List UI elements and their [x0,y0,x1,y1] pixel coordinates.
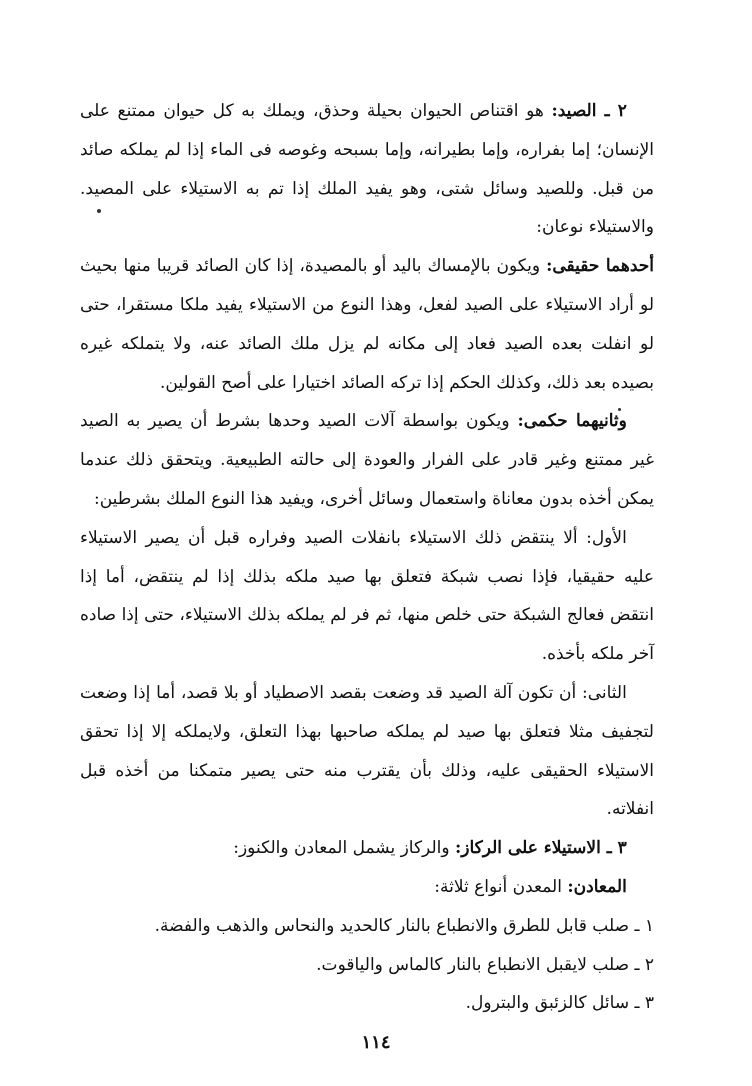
heading-minerals: المعادن: [567,876,627,897]
list-item: ٣ ـ سائل كالزئبق والبترول. [465,993,654,1014]
paragraph-constructive-possession [80,402,654,518]
paragraph-text: الأول: ألا ينتقض ذلك الاستيلاء بانفلات الصيد وفراره قبل أن يصير الاستيلاء عليه حقيقيا، فإذا نصب شبكة فتعلق بها صيد ملكه بذلك إذا لم ينتقض، أما إذا انتقض فعالج الشبكة حتى خلص منها، ثم فر لم يملكه بذلك الاستيلاء، حتى إذا صاده آخر ملكه بأخذه. [80,527,654,665]
paragraph-condition-first [80,519,654,674]
paragraph-condition-second [80,674,654,829]
paragraph-treasure [80,829,654,868]
heading-constructive-possession: وثانيهما حكمى: [517,411,627,432]
paragraph-hunting [80,92,654,247]
paragraph-text: المعدن أنواع ثلاثة: [434,876,562,897]
heading-hunting: ٢ ـ الصيد: [551,101,627,121]
body-text [80,92,654,1023]
heading-treasure: ٣ ـ الاستيلاء على الركاز: [454,838,627,859]
page-number: ١١٤ [361,1032,391,1053]
paragraph-text: الثانى: أن تكون آلة الصيد قد وضعت بقصد الاصطياد أو بلا قصد، أما إذا وضعت لتجفيف مثلا فتعلق بها صيد لم يملكه صاحبها بهذا التعلق، ولايملكه إلا إذا تحقق الاستيلاء الحقيقى عليه، وذلك بأن يقترب منه حتى يصير متمكنا من أخذه قبل انفلاته. [80,682,654,820]
paragraph-real-possession [80,247,654,402]
heading-real-possession: أحدهما حقيقى: [546,256,655,277]
paragraph-text: ويكون بواسطة آلات الصيد وحدها بشرط أن يصير به الصيد غير ممتنع وغير قادر على الفرار والعودة إلى حالته الطبيعية. ويتحقق ذلك عندما يمكن أخذه بدون معاناة واستعمال وسائل أخرى، ويفيد هذا النوع الملك بشرطين: [80,411,654,509]
paragraph-text: والركاز يشمل المعادن والكنوز: [233,838,450,859]
paragraph-text: ويكون بالإمساك باليد أو بالمصيدة، إذا كان الصائد قريبا منها بحيث لو أراد الاستيلاء على الصيد لفعل، وهذا النوع من الاستيلاء يفيد ملكا مستقرا، حتى لو انفلت بعده الصيد فعاد إلى مكانه لم يزل ملك الصائد عنه، ولا يتملكه غيره بصيده بعد ذلك، وكذلك الحكم إذا تركه الصائد اختيارا على أصح القولين. [80,256,654,393]
list-item: ١ ـ صلب قابل للطرق والانطباع بالنار كالحديد والنحاس والذهب والفضة. [154,915,654,936]
paragraph-text: هو اقتناص الحيوان بحيلة وحذق، ويملك به كل حيوان ممتنع على الإنسان؛ إما بفراره، وإما بطيرانه، وإما بسبحه وغوصه فى الماء إذا لم يملكه صائد من قبل. وللصيد وسائل شتى، وهو يفيد الملك إذا تم به الاستيلاء على المصيد. والاستيلاء نوعان: [80,101,654,238]
paragraph-minerals [80,868,654,907]
list-item: ٢ ـ صلب لايقبل الانطباع بالنار كالماس والياقوت. [316,954,654,975]
